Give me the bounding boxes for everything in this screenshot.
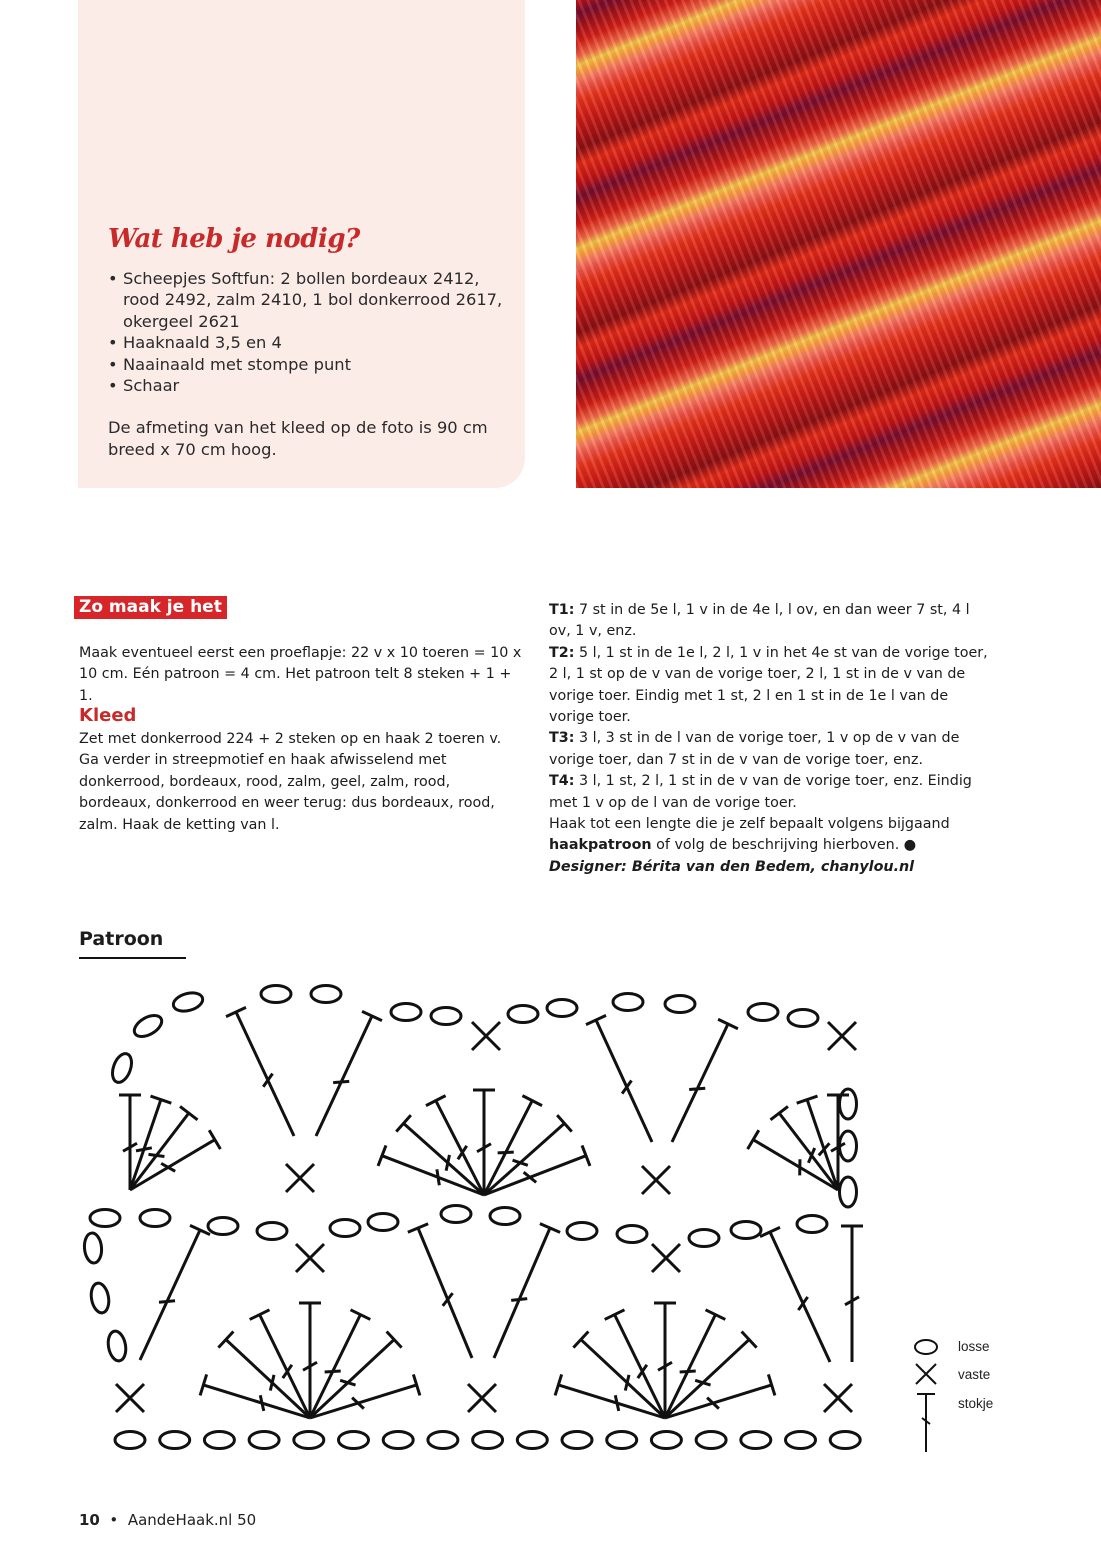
chain-symbol xyxy=(171,990,204,1014)
double-crochet-symbol xyxy=(130,1130,220,1190)
single-crochet-symbol xyxy=(468,1384,496,1412)
list-item: • Haaknaald 3,5 en 4 xyxy=(108,332,518,353)
size-note: De afmeting van het kleed op de foto is 90 cm breed x 70 cm hoog. xyxy=(108,418,488,459)
chain-symbol xyxy=(786,1432,816,1449)
chain-symbol xyxy=(160,1432,190,1449)
single-crochet-symbol xyxy=(824,1384,852,1412)
double-crochet-symbol xyxy=(316,1011,382,1136)
legend-dc-icon xyxy=(917,1394,935,1452)
magazine-name: AandeHaak.nl 50 xyxy=(127,1511,257,1529)
chain-symbol xyxy=(748,1004,778,1021)
double-crochet-symbol xyxy=(226,1007,294,1136)
chain-symbol xyxy=(547,1000,577,1017)
chain-symbol xyxy=(109,1051,135,1085)
single-crochet-symbol xyxy=(652,1244,680,1272)
row-label: T1: xyxy=(549,602,575,618)
legend-label-stokje: stokje xyxy=(958,1396,994,1411)
chain-symbol xyxy=(208,1218,238,1235)
chain-symbol xyxy=(508,1006,538,1023)
chain-symbol xyxy=(383,1432,413,1449)
row-label: T2: xyxy=(549,644,575,661)
pattern-title: Patroon xyxy=(79,928,164,950)
chain-symbol xyxy=(490,1208,520,1225)
double-crochet-symbol xyxy=(426,1096,484,1195)
chain-symbol xyxy=(473,1432,503,1449)
row-label: T3: xyxy=(549,730,575,747)
row-text: 3 l, 3 st in de l van de vorige toer, 1 v op de v van de vorige toer, dan 7 st in de v van de vorige toer, enz. xyxy=(549,730,960,768)
chain-symbol xyxy=(788,1010,818,1027)
chain-symbol xyxy=(613,994,643,1011)
double-crochet-symbol xyxy=(748,1130,838,1190)
list-item: • Schaar xyxy=(108,375,518,396)
chain-symbol xyxy=(368,1214,398,1231)
double-crochet-symbol xyxy=(760,1227,830,1362)
chain-symbol xyxy=(330,1220,360,1237)
kleed-heading: Kleed xyxy=(79,705,137,726)
chain-symbol xyxy=(131,1011,165,1041)
double-crochet-symbol xyxy=(494,1224,560,1358)
chain-symbol xyxy=(294,1432,324,1449)
chain-symbol xyxy=(204,1432,234,1449)
double-crochet-symbol xyxy=(140,1225,210,1360)
footer xyxy=(79,1511,256,1529)
single-crochet-symbol xyxy=(116,1384,144,1412)
double-crochet-symbol xyxy=(408,1224,472,1358)
chain-symbol xyxy=(797,1216,827,1233)
designer-credit: Designer: Bérita van den Bedem, chanylou.nl xyxy=(549,858,915,875)
chain-symbol xyxy=(249,1432,279,1449)
chain-symbol xyxy=(689,1230,719,1247)
chain-symbol xyxy=(261,986,291,1003)
closing-text: Haak tot een lengte die je zelf bepaalt volgens bijgaand haakpatroon of volg de beschrijving hierboven. ● xyxy=(549,816,950,854)
chain-symbol xyxy=(741,1432,771,1449)
chain-symbol xyxy=(257,1223,287,1240)
single-crochet-symbol xyxy=(642,1166,670,1194)
chain-symbol xyxy=(311,986,341,1003)
list-item: • Scheepjes Softfun: 2 bollen bordeaux 2412, rood 2492, zalm 2410, 1 bol donkerrood 2617, okergeel 2621 xyxy=(108,268,518,332)
single-crochet-symbol xyxy=(286,1164,314,1192)
chain-symbol xyxy=(339,1432,369,1449)
double-crochet-symbol xyxy=(119,1095,141,1190)
row-label: T4: xyxy=(549,773,575,790)
chain-symbol xyxy=(106,1330,128,1362)
chain-symbol xyxy=(651,1432,681,1449)
chain-symbol xyxy=(441,1206,471,1223)
closing-bold: haakpatroon xyxy=(549,837,652,854)
chain-symbol xyxy=(696,1432,726,1449)
double-crochet-symbol xyxy=(484,1115,572,1195)
chain-symbol xyxy=(115,1432,145,1449)
chain-symbol xyxy=(665,996,695,1013)
intro-text: Maak eventueel eerst een proeflapje: 22 v x 10 toeren = 10 x 10 cm. Eén patroon = 4 cm. Het patroon telt 8 steken + 1 + 1. xyxy=(79,645,522,704)
chain-symbol xyxy=(840,1177,857,1207)
kleed-text: Zet met donkerrood 224 + 2 steken op en haak 2 toeren v. Ga verder in streepmotief en haak afwisselend met donkerrood, bordeaux, rood, zalm, geel, zalm, rood, bordeaux, donkerrood en weer terug: dus bordeaux, rood, zalm. Haak de ketting van l. xyxy=(79,731,502,833)
double-crochet-symbol xyxy=(770,1106,838,1190)
double-crochet-symbol xyxy=(378,1145,484,1195)
double-crochet-symbol xyxy=(827,1095,849,1190)
chain-symbol xyxy=(140,1210,170,1227)
footer-separator: • xyxy=(109,1511,119,1529)
single-crochet-symbol xyxy=(828,1022,856,1050)
legend-label-losse: losse xyxy=(958,1339,990,1354)
chain-symbol xyxy=(517,1432,547,1449)
double-crochet-symbol xyxy=(586,1015,652,1142)
chain-symbol xyxy=(431,1008,461,1025)
chain-symbol xyxy=(391,1004,421,1021)
chain-symbol xyxy=(83,1232,103,1263)
chain-symbol xyxy=(89,1282,111,1314)
chain-symbol xyxy=(90,1210,120,1227)
row-text: 3 l, 1 st, 2 l, 1 st in de v van de vorige toer, enz. Eindig met 1 v op de l van de vorige toer. xyxy=(549,773,972,811)
chain-symbol xyxy=(567,1223,597,1240)
chain-symbol xyxy=(428,1432,458,1449)
legend-sc-icon xyxy=(916,1364,936,1384)
single-crochet-symbol xyxy=(296,1244,324,1272)
double-crochet-symbol xyxy=(130,1106,198,1190)
row-text: 7 st in de 5e l, 1 v in de 4e l, l ov, en dan weer 7 st, 4 l ov, 1 v, enz. xyxy=(549,602,970,640)
double-crochet-symbol xyxy=(841,1226,863,1362)
chain-symbol xyxy=(617,1226,647,1243)
double-crochet-symbol xyxy=(672,1019,738,1142)
single-crochet-symbol xyxy=(472,1022,500,1050)
legend-chain-icon xyxy=(915,1340,937,1354)
page-number: 10 xyxy=(79,1511,100,1529)
chain-symbol xyxy=(830,1432,860,1449)
materials-title: Wat heb je nodig? xyxy=(108,224,360,254)
chain-symbol xyxy=(562,1432,592,1449)
chain-symbol xyxy=(731,1222,761,1239)
row-text: 5 l, 1 st in de 1e l, 2 l, 1 v in het 4e st van de vorige toer, 2 l, 1 st op de v van de vorige toer, 2 l, 1 st in de v van de vorige toer. Eindig met 1 st, 2 l en 1 st in de 1e l van de vorige toer. xyxy=(549,644,988,726)
legend-label-vaste: vaste xyxy=(958,1367,991,1382)
section-heading: Zo maak je het xyxy=(74,596,227,619)
chain-symbol xyxy=(607,1432,637,1449)
list-item: • Naainaald met stompe punt xyxy=(108,354,518,375)
